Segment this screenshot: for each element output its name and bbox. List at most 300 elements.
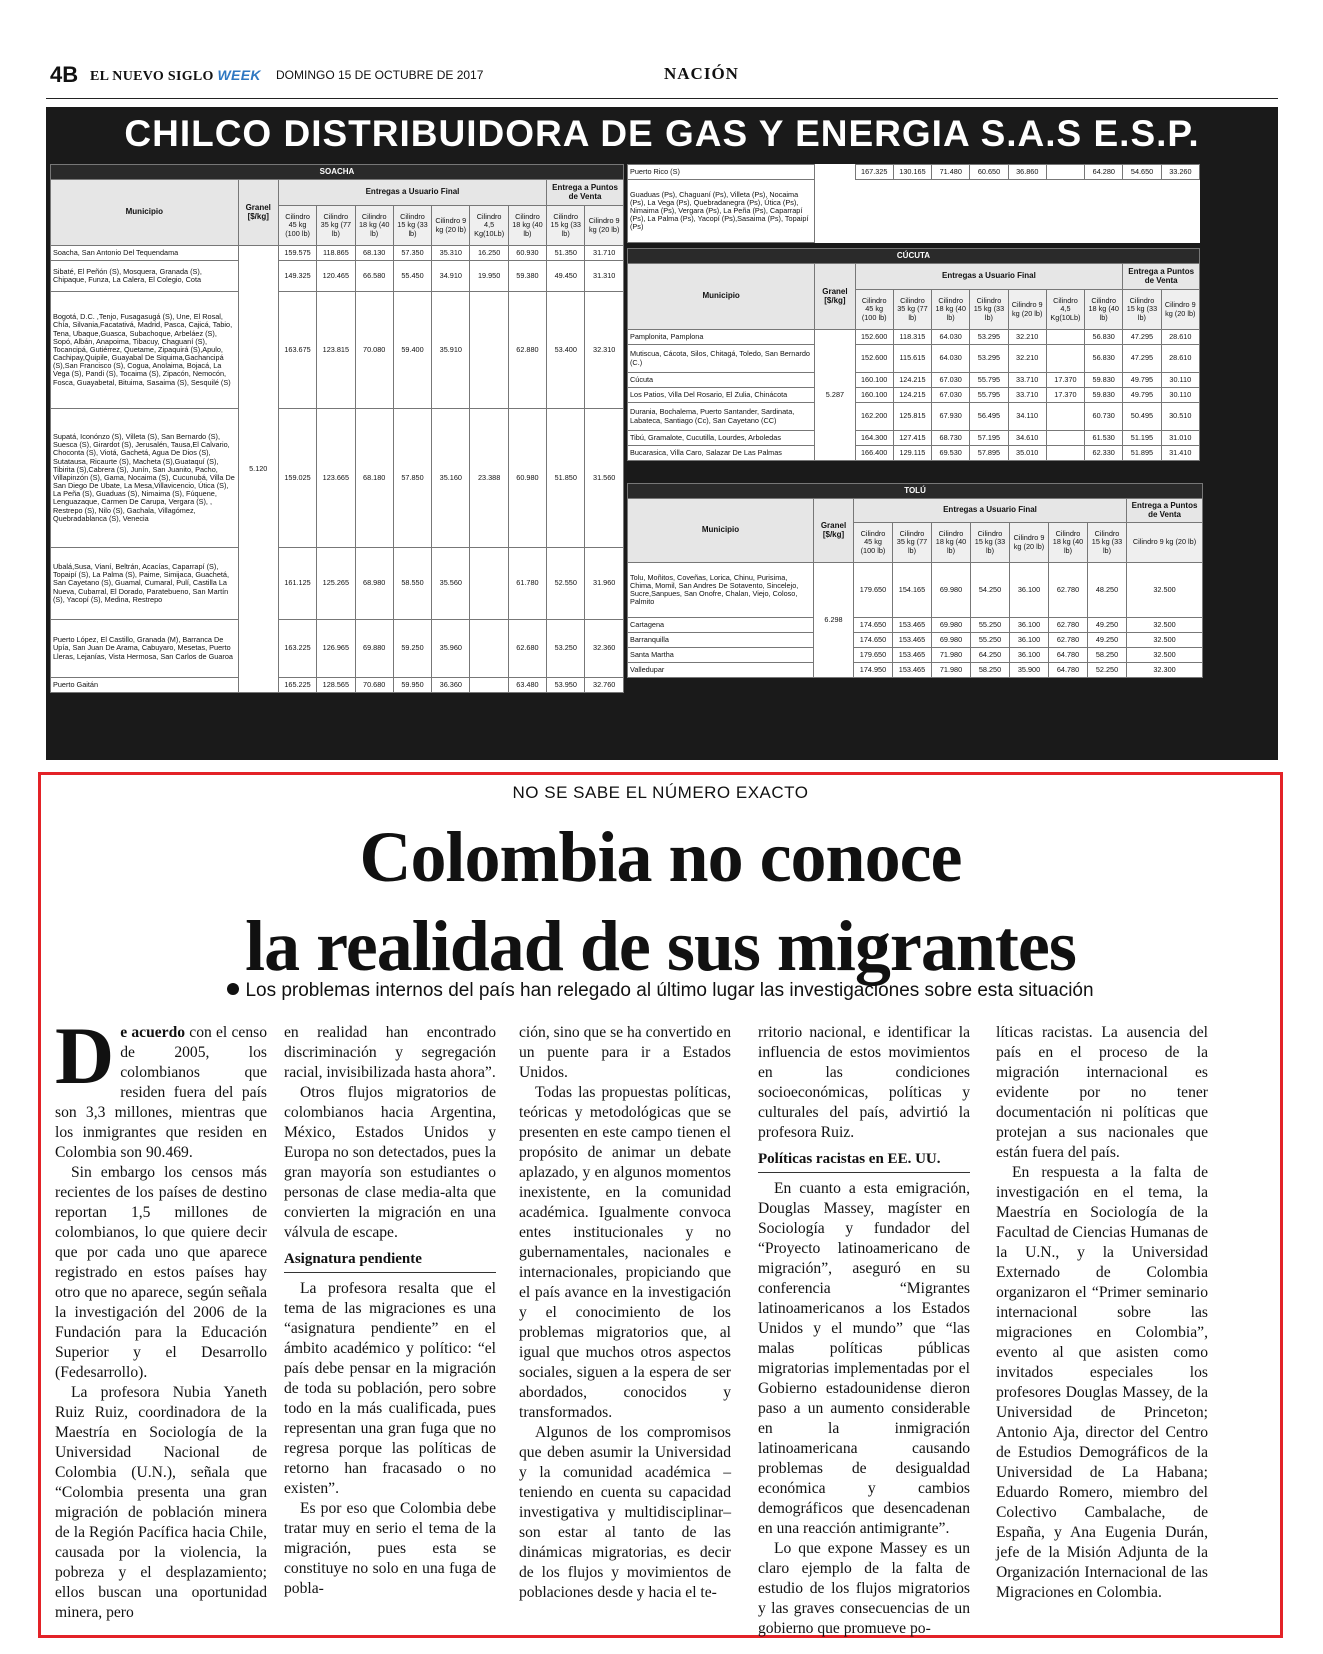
page-number: 4B — [50, 62, 79, 87]
ad-title: CHILCO DISTRIBUIDORA DE GAS Y ENERGIA S.A.S E.S.P. — [124, 113, 1200, 154]
price-cell: 33.260 — [1161, 165, 1199, 180]
price-cell: 62.780 — [1049, 633, 1088, 648]
paper-name: EL NUEVO SIGLO — [90, 69, 214, 84]
price-cell — [470, 620, 508, 678]
table-row — [51, 548, 624, 620]
price-cell: 162.200 — [855, 403, 893, 431]
price-cell: 149.325 — [278, 261, 316, 292]
paragraph: En cuanto a esta emigración, Douglas Massey, magíster en Sociología y fundador del “Proyecto latinoamericano de migración”, aseguró en su conferencia “Migrantes latinoamericanos a los Estados Unidos y el mundo” que “las malas políticas públicas migratorias implementadas por el Gobierno estadounidense dieron paso a un aumento considerable en la inmigración latinoamericana causando problemas de desigualdad económica y cambios demográficos que desencadenan en una reacción antimigrante”. — [758, 1180, 970, 1537]
price-cell: 51.350 — [547, 246, 585, 261]
price-cell: 61.530 — [1085, 431, 1123, 446]
price-cell: 62.680 — [508, 620, 546, 678]
price-cell — [470, 678, 508, 693]
price-cell: 34.610 — [1008, 431, 1046, 446]
price-cell: 32.500 — [1127, 563, 1203, 618]
municipio-cell: Puerto López, El Castillo, Granada (M), Barranca De Upía, San Juan De Arama, Cabuyaro, Mesetas, Puerto Lleras, Lejanías, Vista Hermosa, San Carlos de Guaroa — [51, 620, 239, 678]
price-cell: 32.210 — [1008, 330, 1046, 345]
paragraph: Otros flujos migratorios de colombianos hacia Argentina, México, Estados Unidos y Europa no son detectados, pues la gran mayoría son estudiantes o personas de clase media-alta que convierten la migración en una válvula de escape. — [284, 1084, 496, 1241]
price-cell: 120.465 — [317, 261, 355, 292]
col-granel: Granel [$/kg] — [815, 264, 855, 330]
price-cell: 31.560 — [585, 409, 624, 548]
bullet-icon — [227, 983, 239, 995]
paragraph: La profesora Nubia Yaneth Ruiz Ruiz, coordinadora de la Maestría en Sociología de la Universidad Nacional de Colombia (U.N.), señala que “Colombia presenta una gran migración de población minera de la Región Pacífica hacia Chile, causada por la violencia, la pobreza y el desplazamiento; ellos buscan una oportunidad minera, pero — [55, 1384, 267, 1621]
col-header: Cilindro 18 kg (40 lb) — [508, 206, 546, 246]
table-row — [628, 618, 1203, 633]
table-row — [51, 409, 624, 548]
price-cell: 70.080 — [355, 292, 393, 409]
price-cell: 55.795 — [970, 373, 1008, 388]
price-cell: 153.465 — [893, 648, 932, 663]
paragraph: con el censo de 2005, los colombianos que residen fuera del país son 3,3 millones, mientras que los inmigrantes que residen en Colombia son 90.469. — [55, 1024, 267, 1161]
price-cell: 59.950 — [393, 678, 431, 693]
price-cell: 33.710 — [1008, 388, 1046, 403]
municipio-cell: Sibaté, El Peñón (S), Mosquera, Granada (S), Chipaque, Funza, La Calera, El Colegio, Cota — [51, 261, 239, 292]
price-cell: 35.910 — [432, 292, 470, 409]
price-cell: 163.675 — [278, 292, 316, 409]
price-cell: 130.165 — [893, 165, 931, 180]
price-cell: 174.650 — [854, 633, 893, 648]
col-header: Cilindro 15 kg (33 lb) — [971, 523, 1010, 563]
col-header: Cilindro 9 kg (20 lb) — [432, 206, 470, 246]
price-cell — [1046, 345, 1084, 373]
group-usuario-final: Entregas a Usuario Final — [278, 180, 546, 206]
price-cell: 64.030 — [932, 330, 970, 345]
price-cell: 60.650 — [970, 165, 1008, 180]
price-cell: 53.295 — [970, 330, 1008, 345]
price-table-soacha — [50, 164, 624, 693]
table-row — [628, 345, 1200, 373]
price-cell: 49.250 — [1088, 618, 1127, 633]
article — [38, 772, 1283, 1638]
price-cell: 126.965 — [317, 620, 355, 678]
price-cell: 30.110 — [1161, 373, 1199, 388]
granel-cell: 6.298 — [814, 563, 854, 678]
price-cell: 35.310 — [432, 246, 470, 261]
price-cell — [1046, 330, 1084, 345]
col-municipio: Municipio — [628, 499, 814, 563]
table-row — [628, 563, 1203, 618]
price-cell: 71.980 — [932, 663, 971, 678]
price-cell: 152.600 — [855, 330, 893, 345]
price-cell: 174.950 — [854, 663, 893, 678]
city-header: CÚCUTA — [628, 249, 1200, 264]
price-cell: 124.215 — [893, 373, 931, 388]
article-headline — [41, 813, 1280, 991]
price-cell — [1046, 403, 1084, 431]
price-cell: 36.100 — [1010, 648, 1049, 663]
col-header: Cilindro 45 kg (100 lb) — [278, 206, 316, 246]
table-row — [51, 246, 624, 261]
price-cell: 32.310 — [585, 292, 624, 409]
municipio-cell: Valledupar — [628, 663, 814, 678]
table-row — [628, 648, 1203, 663]
price-cell: 34.910 — [432, 261, 470, 292]
price-cell: 153.465 — [893, 618, 932, 633]
table-row — [51, 292, 624, 409]
price-cell: 48.250 — [1088, 563, 1127, 618]
price-cell: 36.100 — [1010, 618, 1049, 633]
col-header: Cilindro 4,5 Kg(10Lb) — [1046, 290, 1084, 330]
headline-line-1: Colombia no conoce — [359, 817, 962, 897]
price-cell: 60.730 — [1085, 403, 1123, 431]
article-kicker: NO SE SABE EL NÚMERO EXACTO — [512, 783, 809, 802]
municipio-cell: Santa Martha — [628, 648, 814, 663]
price-cell: 33.710 — [1008, 373, 1046, 388]
col-header: Cilindro 9 kg (20 lb) — [1008, 290, 1046, 330]
price-cell: 32.500 — [1127, 618, 1203, 633]
price-cell: 123.815 — [317, 292, 355, 409]
municipio-cell: Bogotá, D.C. ,Tenjo, Fusagasugá (S), Une, El Rosal, Chía, Silvania,Facatativá, Madrid, Pasca, Cajicá, Tabio, Tena, Ubaque,Guasca, Subachoque, Arbeláez (S), Sopó, Albán, Anapoima, Tibacuy, Chaguaní (S), Tocancipá, Gutiérrez, Quetame, Zipaquirá (S),Apulo, Cachipay,Quipile, Guayabal De Siquima,Gachancipá (S),San Francisco (S), Cogua, Anolaima, Bojacá, La Vega (S), Pandi (S), Tocaima (S), Zipacón, Nemocón, Fosca, Guayabetal, Bituima, Sasaima (S), Sesquilé (S) — [51, 292, 239, 409]
col-header: Cilindro 18 kg (40 lb) — [1049, 523, 1088, 563]
paragraph: Todas las propuestas políticas, teóricas y metodológicas que se presenten en este campo tienen el propósito de animar un debate aplazado, y en algunos momentos inexistente, en la comunidad académica. Igualmente convoca entes institucionales y no gubernamentales, nacionales e internacionales, propiciando que el país avance en la investigación y el conocimiento de los problemas migratorios que, al igual que muchos otros aspectos sociales, siguen a la espera de ser abordados, conocidos y transformados. — [519, 1084, 731, 1421]
price-cell: 64.780 — [1049, 663, 1088, 678]
price-cell: 49.450 — [547, 261, 585, 292]
municipio-cell: Ubalá,Susa, Vianí, Beltrán, Acacías, Caparrapí (S), Topaipí (S), La Palma (S), Paime, Simijaca, Guachetá, San Cayetano (S), Guamal, Cumaral, Pulí, Castilla La Nueva, Cubarral, El Dorado, Paratebueno, San Martín (S), Yacopí (S), Medina, Restrepo — [51, 548, 239, 620]
price-cell: 36.860 — [1008, 165, 1046, 180]
table-row — [628, 633, 1203, 648]
price-cell: 57.895 — [970, 446, 1008, 461]
price-cell: 64.280 — [1085, 165, 1123, 180]
price-cell: 49.795 — [1123, 373, 1161, 388]
price-cell: 54.650 — [1123, 165, 1161, 180]
price-cell: 28.610 — [1161, 330, 1199, 345]
price-cell: 17.370 — [1046, 373, 1084, 388]
price-cell: 31.010 — [1161, 431, 1199, 446]
price-cell: 62.780 — [1049, 618, 1088, 633]
group-puntos-venta: Entrega a Puntos de Venta — [1127, 499, 1203, 523]
price-cell: 128.565 — [317, 678, 355, 693]
price-cell: 159.025 — [278, 409, 316, 548]
col-header: Cilindro 9 kg (20 lb) — [1161, 290, 1199, 330]
drop-cap: D — [55, 1010, 115, 1101]
price-cell: 153.465 — [893, 633, 932, 648]
price-cell: 179.650 — [854, 563, 893, 618]
col-header: Cilindro 18 kg (40 lb) — [932, 523, 971, 563]
col-header: Cilindro 4,5 Kg(10Lb) — [470, 206, 508, 246]
municipio-cell: Tibú, Gramalote, Cucutilla, Lourdes, Arboledas — [628, 431, 815, 446]
issue-date: DOMINGO 15 DE OCTUBRE DE 2017 — [276, 68, 484, 82]
price-cell: 159.575 — [278, 246, 316, 261]
price-cell: 16.250 — [470, 246, 508, 261]
price-cell: 36.100 — [1010, 633, 1049, 648]
paragraph: líticas racistas. La ausencia del país en el proceso de la migración internacional es evidente por no tener documentación ni políticas que protejan a sus nacionales que están fuera del país. — [996, 1024, 1208, 1161]
paragraph: en realidad han encontrado discriminación y segregación racial, invisibilizada hasta ahora”. — [284, 1024, 496, 1081]
price-cell: 53.295 — [970, 345, 1008, 373]
col-granel: Granel [$/kg] — [238, 180, 278, 246]
paragraph: rritorio nacional, e identificar la influencia de estos movimientos en las condiciones socioeconómicas, políticas y culturales del país, advirtió la profesora Ruiz. — [758, 1024, 970, 1141]
price-cell: 30.510 — [1161, 403, 1199, 431]
price-cell — [1046, 446, 1084, 461]
price-cell: 32.360 — [585, 620, 624, 678]
col-header: Cilindro 9 kg (20 lb) — [1127, 523, 1203, 563]
price-cell: 67.030 — [932, 388, 970, 403]
article-column-1 — [55, 1010, 267, 1623]
price-cell: 69.530 — [932, 446, 970, 461]
paragraph: Sin embargo los censos más recientes de los países de destino reportan 1,5 millones de colombianos, lo que quiere decir que por cada uno que aparece registrado en estos países hay otro que no aparece, según señala la investigación del 2006 de la Fundación para la Educación Superior y el Desarrollo (Fedesarrollo). — [55, 1164, 267, 1381]
price-cell: 164.300 — [855, 431, 893, 446]
price-cell: 68.730 — [932, 431, 970, 446]
price-cell: 32.210 — [1008, 345, 1046, 373]
section-name: NACIÓN — [664, 64, 739, 83]
week-label: WEEK — [217, 67, 261, 83]
price-cell: 50.495 — [1123, 403, 1161, 431]
price-cell: 35.900 — [1010, 663, 1049, 678]
price-cell: 68.180 — [355, 409, 393, 548]
price-cell: 67.030 — [932, 373, 970, 388]
paragraph: ción, sino que se ha convertido en un puente para ir a Estados Unidos. — [519, 1024, 731, 1081]
price-cell: 34.110 — [1008, 403, 1046, 431]
table-row — [628, 373, 1200, 388]
price-cell: 154.165 — [893, 563, 932, 618]
price-cell: 31.310 — [585, 261, 624, 292]
col-granel: Granel [$/kg] — [814, 499, 854, 563]
price-cell: 70.680 — [355, 678, 393, 693]
granel-cell: 5.287 — [815, 330, 855, 461]
col-header: Cilindro 15 kg (33 lb) — [970, 290, 1008, 330]
price-cell: 165.225 — [278, 678, 316, 693]
price-cell: 35.560 — [432, 548, 470, 620]
article-deck — [41, 980, 1280, 1002]
price-cell: 52.250 — [1088, 663, 1127, 678]
price-cell: 53.250 — [547, 620, 585, 678]
col-header: Cilindro 35 kg (77 lb) — [893, 523, 932, 563]
table-row — [628, 446, 1200, 461]
municipio-cell: Durania, Bochalema, Puerto Santander, Sardinata, Labateca, Santiago (Cc), San Cayetano (CC) — [628, 403, 815, 431]
price-cell — [1046, 165, 1084, 180]
price-cell: 60.980 — [508, 409, 546, 548]
col-municipio: Municipio — [628, 264, 815, 330]
price-cell: 160.100 — [855, 388, 893, 403]
municipio-cell: Puerto Gaitán — [51, 678, 239, 693]
price-cell: 58.550 — [393, 548, 431, 620]
price-cell: 60.930 — [508, 246, 546, 261]
price-cell: 118.315 — [893, 330, 931, 345]
subheading: Políticas racistas en EE. UU. — [758, 1149, 970, 1173]
price-cell: 52.550 — [547, 548, 585, 620]
price-cell: 69.980 — [932, 563, 971, 618]
price-cell: 62.330 — [1085, 446, 1123, 461]
price-cell: 160.100 — [855, 373, 893, 388]
municipio-cell: Mutiscua, Cácota, Silos, Chitagá, Toledo, San Bernardo (C.) — [628, 345, 815, 373]
group-puntos-venta: Entrega a Puntos de Venta — [547, 180, 624, 206]
price-cell: 64.030 — [932, 345, 970, 373]
group-usuario-final: Entregas a Usuario Final — [855, 264, 1123, 290]
price-cell: 32.300 — [1127, 663, 1203, 678]
price-cell: 54.250 — [971, 563, 1010, 618]
city-header: SOACHA — [51, 165, 624, 180]
col-header: Cilindro 45 kg (100 lb) — [855, 290, 893, 330]
price-cell: 23.388 — [470, 409, 508, 548]
group-usuario-final: Entregas a Usuario Final — [854, 499, 1127, 523]
price-cell: 32.760 — [585, 678, 624, 693]
granel-cell: 5.120 — [238, 246, 278, 693]
col-header: Cilindro 18 kg (40 lb) — [1085, 290, 1123, 330]
table-row — [628, 403, 1200, 431]
price-cell: 35.960 — [432, 620, 470, 678]
price-cell: 57.350 — [393, 246, 431, 261]
price-cell: 64.250 — [971, 648, 1010, 663]
price-cell: 35.160 — [432, 409, 470, 548]
col-header: Cilindro 9 kg (20 lb) — [1010, 523, 1049, 563]
price-cell: 58.250 — [971, 663, 1010, 678]
col-header: Cilindro 35 kg (77 lb) — [893, 290, 931, 330]
price-cell: 71.480 — [932, 165, 970, 180]
price-table-tolu — [627, 483, 1203, 678]
col-municipio: Municipio — [51, 180, 239, 246]
price-cell: 31.960 — [585, 548, 624, 620]
price-cell: 67.930 — [932, 403, 970, 431]
table-row — [628, 663, 1203, 678]
price-cell: 125.265 — [317, 548, 355, 620]
price-cell: 118.865 — [317, 246, 355, 261]
paragraph: Es por eso que Colombia debe tratar muy en serio el tema de la migración, pues esta se constituye no solo en una fuga de pobla- — [284, 1500, 496, 1597]
table-row — [51, 620, 624, 678]
table-row — [628, 388, 1200, 403]
price-cell: 55.250 — [971, 633, 1010, 648]
price-cell: 47.295 — [1123, 345, 1161, 373]
price-cell: 125.815 — [893, 403, 931, 431]
lead-paragraph — [55, 1010, 267, 1163]
lead-bold: e acuerdo — [120, 1024, 186, 1041]
headline-line-2: la realidad de sus migrantes — [245, 906, 1076, 986]
municipio-cell: Cartagena — [628, 618, 814, 633]
municipio-cell: Supatá, Iconónzo (S), Villeta (S), San Bernardo (S), Suesca (S), Girardot (S), Jerusalén, Tausa,El Calvario, Choconta (S), Viotá, Gachetá, Agua De Dios (S), Sutatausa, Ricaurte (S), Macheta (S),Guataquí (S), Tibirita (S),Cabrera (S), Junín, San Juanito, Pacho, Villapinzón (S), Gama, Nocaima (S), Cucunubá, Villa De San Diego De Ubate, La Mesa,Villavicencio, Útica (S), La Peña (S), Guaduas (S), Nimaima (S), Fúquene, Lenguazaque, Carmen De Carupa, Vergara (S), , Restrepo (S), Nilo (S), Gachala, Villagómez, Quebradablanca (S), Venecia — [51, 409, 239, 548]
price-cell: 58.250 — [1088, 648, 1127, 663]
price-cell: 68.130 — [355, 246, 393, 261]
price-cell: 56.830 — [1085, 345, 1123, 373]
paragraph: La profesora resalta que el tema de las migraciones es una “asignatura pendiente” en el ámbito académico y político: “el país debe pensar en la migración de toda su población, pero sobre todo en la más cualificada, pues representan una gran fuga que no regresa porque las políticas de retorno han fracasado o no existen”. — [284, 1280, 496, 1497]
gas-price-advertisement — [46, 107, 1278, 760]
municipio-cell: Soacha, San Antonio Del Tequendama — [51, 246, 239, 261]
price-cell: 66.580 — [355, 261, 393, 292]
price-cell: 167.325 — [855, 165, 893, 180]
col-header: Cilindro 45 kg (100 lb) — [854, 523, 893, 563]
price-cell: 59.830 — [1085, 388, 1123, 403]
price-table-cucuta — [627, 248, 1200, 461]
municipio-cell: Guaduas (Ps), Chaguaní (Ps), Villeta (Ps), Nocaima (Ps), La Vega (Ps), Quebradanegra (Ps), Útica (Ps), Nimaima (Ps), Vergara (Ps), La Peña (Ps), Caparrapí (Ps), La Palma (Ps), Yacopí (Ps),Sasaima (Ps), Topaipí (Ps) — [628, 180, 815, 243]
price-cell: 55.795 — [970, 388, 1008, 403]
table-row — [628, 180, 1200, 243]
price-cell: 62.780 — [1049, 563, 1088, 618]
price-cell: 47.295 — [1123, 330, 1161, 345]
price-table-puerto-rico — [627, 164, 1200, 243]
price-cell: 56.495 — [970, 403, 1008, 431]
municipio-cell: Cúcuta — [628, 373, 815, 388]
article-column-4 — [758, 1023, 970, 1637]
price-cell: 49.250 — [1088, 633, 1127, 648]
price-cell: 163.225 — [278, 620, 316, 678]
municipio-cell: Barranquilla — [628, 633, 814, 648]
price-cell: 36.360 — [432, 678, 470, 693]
price-cell: 51.850 — [547, 409, 585, 548]
price-cell: 166.400 — [855, 446, 893, 461]
price-cell — [470, 548, 508, 620]
municipio-cell: Bucarasica, Villa Caro, Salazar De Las Palmas — [628, 446, 815, 461]
price-cell: 115.615 — [893, 345, 931, 373]
price-cell: 59.400 — [393, 292, 431, 409]
price-cell: 59.830 — [1085, 373, 1123, 388]
masthead — [90, 67, 261, 85]
city-header: TOLÚ — [628, 484, 1203, 499]
price-cell: 30.110 — [1161, 388, 1199, 403]
price-cell: 61.780 — [508, 548, 546, 620]
price-cell: 69.880 — [355, 620, 393, 678]
col-header: Cilindro 18 kg (40 lb) — [355, 206, 393, 246]
price-cell — [470, 292, 508, 409]
group-puntos-venta: Entrega a Puntos de Venta — [1123, 264, 1200, 290]
price-cell: 56.830 — [1085, 330, 1123, 345]
price-cell: 51.895 — [1123, 446, 1161, 461]
price-cell — [1046, 431, 1084, 446]
paragraph: En respuesta a la falta de investigación en el tema, la Maestría en Sociología de la Facultad de Ciencias Humanas de la U.N., y la Universidad Externado de Colombia organizaron el “Primer seminario internacional sobre las migraciones en Colombia”, evento al que asisten como invitados especiales los profesores Douglas Massey, de la Universidad de Princeton; Antonio Aja, director del Centro de Estudios Demográficos de la Universidad de La Habana; Eduardo Romero, miembro del Colectivo Cambalache, de España, y Ana Eugenia Durán, jefe de la Misión Adjunta de la Organización Internacional de las Migraciones en Colombia. — [996, 1164, 1208, 1601]
price-cell: 57.850 — [393, 409, 431, 548]
price-cell: 153.465 — [893, 663, 932, 678]
paragraph: Algunos de los compromisos que deben asumir la Universidad y la comunidad académica –teniendo en cuenta su capacidad investigativa y multidisciplinar– son estar al tanto de las dinámicas migratorias, es decir de los flujos y movimientos de poblaciones desde y hacia el te- — [519, 1424, 731, 1601]
price-cell: 59.380 — [508, 261, 546, 292]
table-row — [51, 261, 624, 292]
price-cell: 49.795 — [1123, 388, 1161, 403]
article-column-3 — [519, 1023, 731, 1623]
price-cell: 35.010 — [1008, 446, 1046, 461]
municipio-cell: Los Patios, Villa Del Rosario, El Zulia, Chinácota — [628, 388, 815, 403]
col-header: Cilindro 15 kg (33 lb) — [393, 206, 431, 246]
price-cell: 69.980 — [932, 618, 971, 633]
price-cell: 32.500 — [1127, 648, 1203, 663]
price-cell: 19.950 — [470, 261, 508, 292]
col-header: Cilindro 15 kg (33 lb) — [547, 206, 585, 246]
col-header: Cilindro 9 kg (20 lb) — [585, 206, 624, 246]
price-cell: 62.880 — [508, 292, 546, 409]
price-cell: 31.710 — [585, 246, 624, 261]
table-row — [628, 165, 1200, 180]
price-cell: 127.415 — [893, 431, 931, 446]
price-cell: 123.665 — [317, 409, 355, 548]
deck-text: Los problemas internos del país han relegado al último lugar las investigaciones sobre esta situación — [245, 980, 1094, 1001]
price-cell: 179.650 — [854, 648, 893, 663]
article-column-5 — [996, 1023, 1208, 1623]
table-row — [628, 330, 1200, 345]
table-row — [51, 678, 624, 693]
subheading: Asignatura pendiente — [284, 1249, 496, 1273]
municipio-cell: Tolu, Moñitos, Coveñas, Lorica, Chinu, Purisima, Chima, Momil, San Andres De Sotavento, Sincelejo, Sucre,Sanpues, San Onofre, Chalan, Viejo, Coloso, Palmito — [628, 563, 814, 618]
price-cell: 17.370 — [1046, 388, 1084, 403]
page-header — [46, 58, 1278, 99]
col-header: Cilindro 35 kg (77 lb) — [317, 206, 355, 246]
price-cell: 32.500 — [1127, 633, 1203, 648]
price-cell: 55.250 — [971, 618, 1010, 633]
price-cell: 59.250 — [393, 620, 431, 678]
price-cell: 57.195 — [970, 431, 1008, 446]
price-cell: 161.125 — [278, 548, 316, 620]
price-cell: 71.980 — [932, 648, 971, 663]
price-cell: 51.195 — [1123, 431, 1161, 446]
col-header: Cilindro 18 kg (40 lb) — [932, 290, 970, 330]
table-row — [628, 431, 1200, 446]
article-column-2 — [284, 1023, 496, 1623]
price-cell: 174.650 — [854, 618, 893, 633]
price-cell: 53.400 — [547, 292, 585, 409]
price-cell: 55.450 — [393, 261, 431, 292]
price-cell: 31.410 — [1161, 446, 1199, 461]
municipio-cell: Pamplonita, Pamplona — [628, 330, 815, 345]
municipio-cell: Puerto Rico (S) — [628, 165, 815, 180]
price-cell: 28.610 — [1161, 345, 1199, 373]
col-header: Cilindro 15 kg (33 lb) — [1088, 523, 1127, 563]
price-cell: 152.600 — [855, 345, 893, 373]
price-cell: 36.100 — [1010, 563, 1049, 618]
col-header: Cilindro 15 kg (33 lb) — [1123, 290, 1161, 330]
price-cell: 124.215 — [893, 388, 931, 403]
